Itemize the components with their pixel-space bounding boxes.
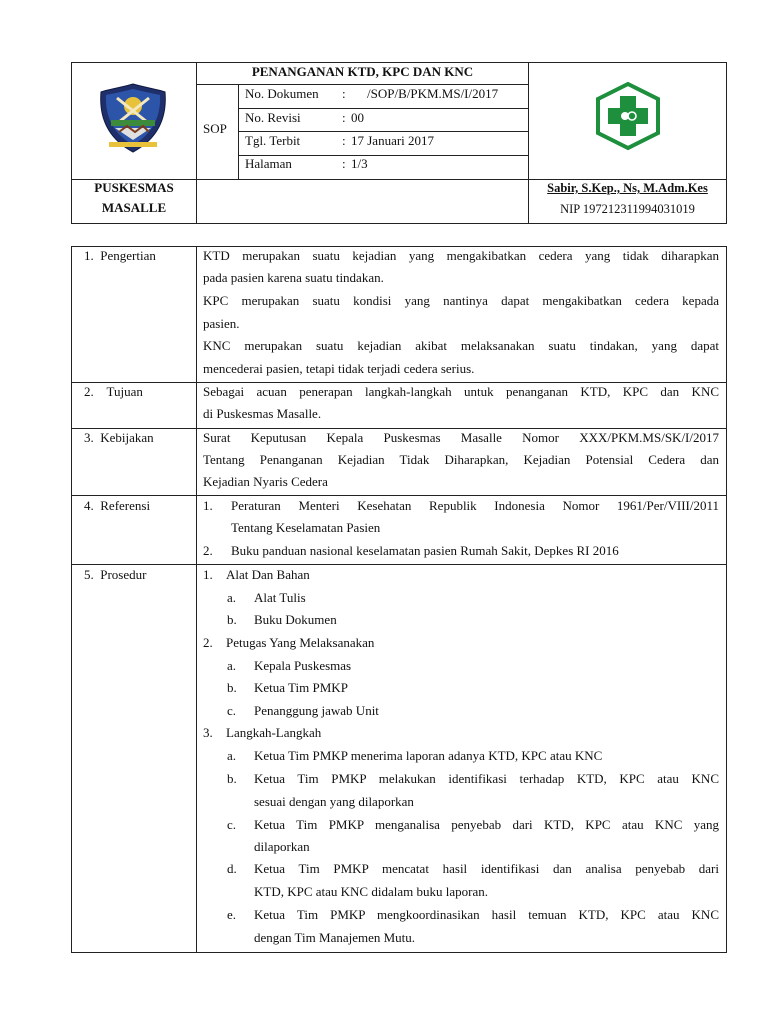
prosedur-item-line: Ketua Tim PMKP melakukan identifikasi terhadap KTD, KPC atau KNC xyxy=(254,771,719,786)
referensi-item-line: Tentang Keselamatan Pasien xyxy=(231,520,381,535)
signer-name: Sabir, S.Kep., Ns, M.Adm.Kes xyxy=(547,181,708,195)
prosedur-item-letter: a. xyxy=(227,590,237,605)
halaman-label: Halaman xyxy=(245,156,292,171)
no-dokumen-sep: : xyxy=(342,86,346,101)
prosedur-item-line: Penanggung jawab Unit xyxy=(254,703,379,718)
prosedur-group-number: 2. xyxy=(203,635,213,650)
prosedur-group-title: Langkah-Langkah xyxy=(226,725,322,740)
prosedur-item-letter: b. xyxy=(227,612,237,627)
prosedur-item-line: Kepala Puskesmas xyxy=(254,658,352,673)
pengertian-line: pasien. xyxy=(203,316,240,331)
section-label-pengertian: 1. Pengertian xyxy=(84,248,156,263)
prosedur-item-line: Ketua Tim PMKP mencatat hasil identifikasi dan analisa penyebab dari xyxy=(254,861,719,876)
prosedur-item-letter: b. xyxy=(227,680,237,695)
no-dokumen-value: /SOP/B/PKM.MS/I/2017 xyxy=(367,86,499,101)
referensi-item-line: Buku panduan nasional keselamatan pasien Rumah Sakit, Depkes RI 2016 xyxy=(231,543,619,558)
no-revisi-sep: : xyxy=(342,110,346,125)
prosedur-group-title: Petugas Yang Melaksanakan xyxy=(226,635,375,650)
org-name-line1: PUSKESMAS xyxy=(94,180,174,195)
section-label-tujuan: 2. Tujuan xyxy=(84,384,143,399)
prosedur-item-letter: c. xyxy=(227,703,237,718)
document-title: PENANGANAN KTD, KPC DAN KNC xyxy=(251,64,474,79)
prosedur-item-line: Ketua Tim PMKP xyxy=(254,680,348,695)
prosedur-item-letter: a. xyxy=(227,748,237,763)
kebijakan-line: Kejadian Nyaris Cedera xyxy=(203,474,328,489)
signer-nip: NIP 197212311994031019 xyxy=(560,202,695,216)
prosedur-item-line: sesuai dengan yang dilaporkan xyxy=(254,794,414,809)
prosedur-item-line: Buku Dokumen xyxy=(254,612,337,627)
prosedur-group-title: Alat Dan Bahan xyxy=(226,567,310,582)
pengertian-line: pada pasien karena suatu tindakan. xyxy=(203,270,384,285)
prosedur-group-number: 1. xyxy=(203,567,213,582)
referensi-item-number: 2. xyxy=(203,543,213,558)
prosedur-item-letter: b. xyxy=(227,771,237,786)
tgl-terbit-label: Tgl. Terbit xyxy=(245,133,301,148)
no-revisi-label: No. Revisi xyxy=(245,110,301,125)
section-label-kebijakan: 3. Kebijakan xyxy=(84,430,154,445)
referensi-item-line: Peraturan Menteri Kesehatan Republik Indonesia Nomor 1961/Per/VIII/2011 xyxy=(231,498,719,513)
org-name-line2: MASALLE xyxy=(101,200,167,215)
pengertian-line: KNC merupakan suatu kejadian akibat melaksanakan suatu tindakan, yang dapat xyxy=(203,338,719,353)
prosedur-item-line: Ketua Tim PMKP menerima laporan adanya KTD, KPC atau KNC xyxy=(254,748,603,763)
kebijakan-line: Tentang Penanganan Kejadian Tidak Diharapkan, Kejadian Potensial Cedera dan xyxy=(203,452,719,467)
prosedur-item-line: Ketua Tim PMKP mengkoordinasikan hasil temuan KTD, KPC atau KNC xyxy=(254,907,719,922)
tujuan-line: Sebagai acuan penerapan langkah-langkah untuk penanganan KTD, KPC dan KNC xyxy=(203,384,719,399)
regional-emblem-icon xyxy=(97,82,169,154)
referensi-item-number: 1. xyxy=(203,498,213,513)
sop-label: SOP xyxy=(203,121,227,136)
prosedur-item-letter: c. xyxy=(227,817,237,832)
no-dokumen-label: No. Dokumen xyxy=(245,86,319,101)
tujuan-line: di Puskesmas Masalle. xyxy=(203,406,322,421)
pengertian-line: KTD merupakan suatu kejadian yang mengakibatkan cedera yang tidak diharapkan xyxy=(203,248,719,263)
prosedur-item-line: Alat Tulis xyxy=(254,590,306,605)
section-label-referensi: 4. Referensi xyxy=(84,498,151,513)
prosedur-item-line: Ketua Tim PMKP menganalisa penyebab dari KTD, KPC atau KNC yang xyxy=(254,817,719,832)
prosedur-item-line: dilaporkan xyxy=(254,839,310,854)
halaman-value: 1/3 xyxy=(351,156,368,171)
prosedur-item-letter: d. xyxy=(227,861,237,876)
section-label-prosedur: 5. Prosedur xyxy=(84,567,147,582)
pengertian-line: KPC merupakan suatu kondisi yang nantinya dapat mengakibatkan cedera kepada xyxy=(203,293,719,308)
prosedur-group-number: 3. xyxy=(203,725,213,740)
prosedur-item-line: dengan Tim Manajemen Mutu. xyxy=(254,930,416,945)
prosedur-item-letter: a. xyxy=(227,658,237,673)
tgl-terbit-value: 17 Januari 2017 xyxy=(351,133,435,148)
halaman-sep: : xyxy=(342,156,346,171)
no-revisi-value: 00 xyxy=(351,110,364,125)
prosedur-item-letter: e. xyxy=(227,907,237,922)
prosedur-item-line: KTD, KPC atau KNC didalam buku laporan. xyxy=(254,884,488,899)
pengertian-line: mencederai pasien, tetapi tidak terjadi cedera serius. xyxy=(203,361,475,376)
puskesmas-green-cross-icon xyxy=(593,81,663,151)
kebijakan-line: Surat Keputusan Kepala Puskesmas Masalle Nomor XXX/PKM.MS/SK/I/2017 xyxy=(203,430,719,445)
tgl-terbit-sep: : xyxy=(342,133,346,148)
